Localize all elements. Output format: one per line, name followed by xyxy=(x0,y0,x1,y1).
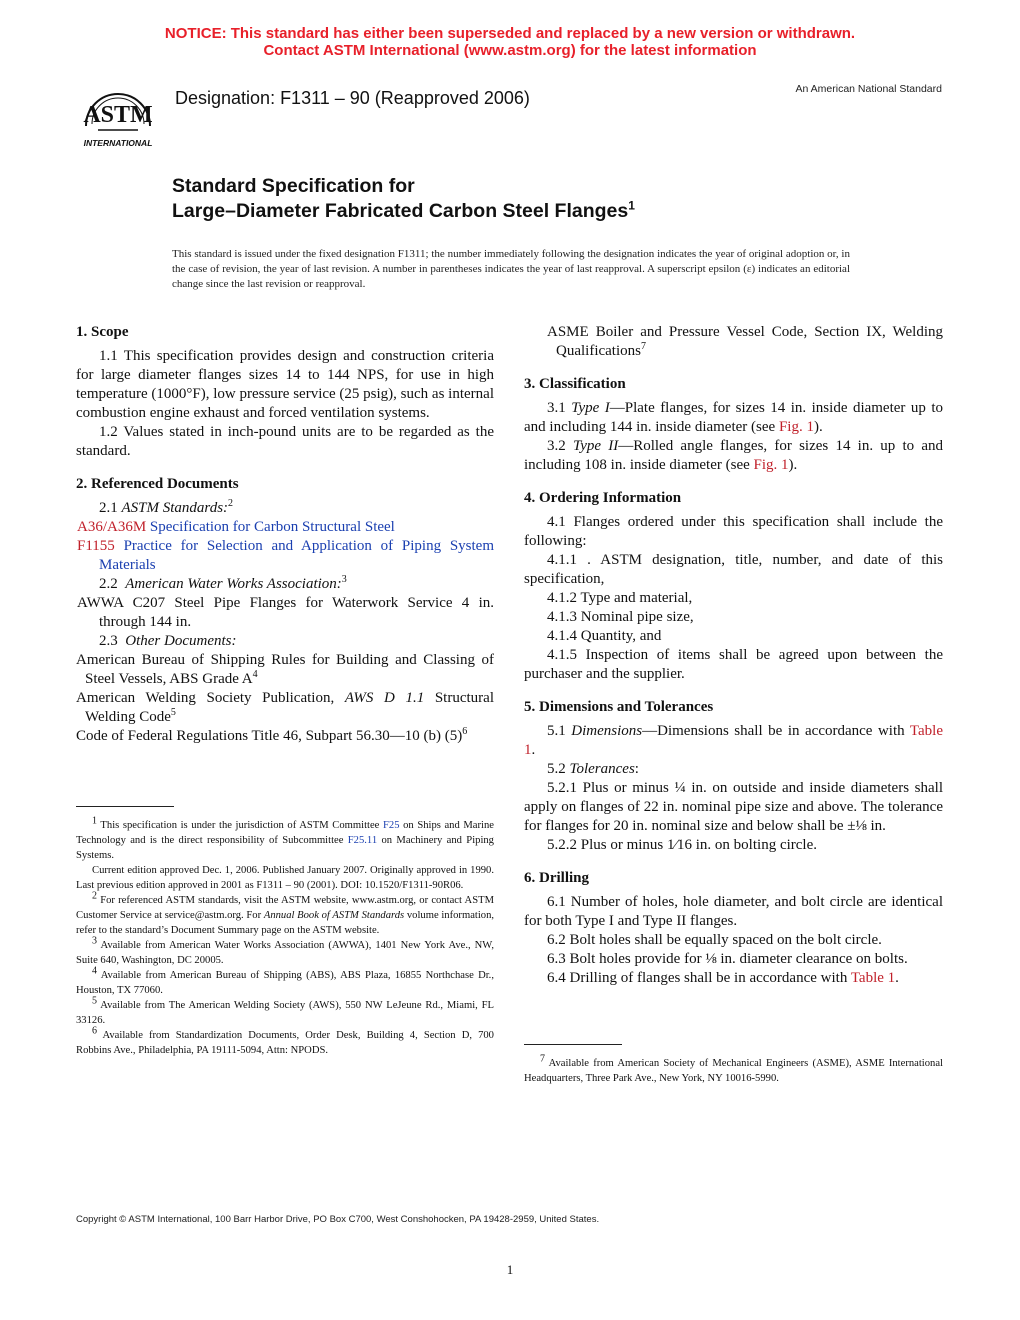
footnote-1-edition: Current edition approved Dec. 1, 2006. Published January 2007. Originally approved in 1990. Last previous edition approved in 2001 as F1311 – 90 (2001). DOI: 10.1520/F1311-90R06. xyxy=(76,865,494,891)
para-number: 3.2 xyxy=(547,438,566,454)
footnotes-left xyxy=(76,815,495,1058)
para-italic: Dimensions xyxy=(571,723,643,739)
logo-text: ASTM xyxy=(83,102,153,128)
para-4-1-3: 4.1.3 Nominal pipe size, xyxy=(547,609,694,625)
fn-text: on Machinery and Piping Systems. xyxy=(76,835,494,861)
para-2-3 xyxy=(76,632,494,651)
section-heading-scope: 1. Scope xyxy=(76,324,129,340)
fn-text: on Ships and Marine Technology and is the direct responsibility of Subcommittee xyxy=(76,820,494,846)
footnote-5: $^5$ Available from The American Welding Society (AWS), 550 NW LeJeune Rd., Miami, FL 33126. xyxy=(76,995,494,1026)
a36-title-link[interactable]: Specification for Carbon Structural Steel xyxy=(149,519,395,535)
section-heading-ordering-information: 4. Ordering Information xyxy=(524,490,682,506)
american-national-standard-label: An American National Standard xyxy=(795,83,942,95)
fn-italic: Annual Book of ASTM Standards xyxy=(263,910,405,921)
footnote-2: $^2$ For referenced ASTM standards, visit the ASTM website, www.astm.org, or contact ASTM Customer Service at service@astm.org. For Annual Book of ASTM Standards volume information, refer to the standard’s Document Summary page on the ASTM website. xyxy=(76,890,495,936)
fn-text: volume information, refer to the standard’s Document Summary page on the ASTM website. xyxy=(76,910,495,936)
para-text: —Rolled angle flanges, for sizes 14 in. up to and including 108 in. inside diameter (see xyxy=(524,438,944,473)
logo-subtext: INTERNATIONAL xyxy=(83,138,153,148)
para-text: —Dimensions shall be in accordance with xyxy=(642,723,905,739)
para-italic: ASTM Standards: xyxy=(121,500,229,516)
ref-f1155 xyxy=(76,537,494,575)
para-4-1-2: 4.1.2 Type and material, xyxy=(547,590,693,606)
section-heading-dimensions: 5. Dimensions and Tolerances xyxy=(524,699,714,715)
para-number: 2.1 xyxy=(99,500,118,516)
title-line-1: Standard Specification for xyxy=(172,175,415,197)
f1155-link[interactable]: F1155 xyxy=(77,538,115,554)
fn-text: Available from American Society of Mechanical Engineers (ASME), ASME International Headquarters, Three Park Ave., New York, NY 10016-5990. xyxy=(524,1058,943,1084)
section-heading-referenced-documents: 2. Referenced Documents xyxy=(76,476,239,492)
footnote-1: $^1$ This specification is under the jurisdiction of ASTM Committee F25 on Ships and Marine Technology and is the direct responsibility of Subcommittee F25.11 on Machinery and Piping Systems. xyxy=(76,815,494,861)
ref-abs xyxy=(76,651,494,689)
para-2-2 xyxy=(76,575,494,594)
para-number: 5.1 xyxy=(547,723,566,739)
left-column xyxy=(76,323,494,746)
ref-italic: AWS D 1.1 xyxy=(344,690,425,706)
page-number: 1 xyxy=(506,1262,514,1277)
fn-text: Available from The American Welding Society (AWS), 550 NW LeJeune Rd., Miami, FL 33126. xyxy=(76,1000,494,1026)
fig-1-link[interactable]: Fig. 1 xyxy=(753,457,789,473)
footnote-ref[interactable]: 4 xyxy=(252,669,258,680)
ref-a36 xyxy=(76,518,494,537)
notice-line-1: NOTICE: This standard has either been superseded and replaced by a new version or withdrawn. xyxy=(164,25,856,42)
footnote-ref[interactable]: 2 xyxy=(228,498,234,509)
ref-text: Structural Welding Code xyxy=(85,690,494,725)
para-4-1-5: 4.1.5 Inspection of items shall be agreed upon between the purchaser and the supplier. xyxy=(524,647,943,682)
footnote-6: $^6$ Available from Standardization Documents, Order Desk, Building 4, Section D, 700 Robbins Ave., Philadelphia, PA 19111-5094, Attn: NPODS. xyxy=(76,1025,494,1056)
para-1-1: 1.1 This specification provides design and construction criteria for large diameter flanges sizes 14 to 144 NPS, for use in high temperature (1000°F), low pressure service (25 psig), such as internal combustion engine exhaust and forced ventilation systems. xyxy=(76,348,494,421)
designation: Designation: F1311 – 90 (Reapproved 2006) xyxy=(175,88,530,108)
para-number: 2.3 xyxy=(99,633,118,649)
title-line-2 xyxy=(172,200,635,223)
title-footnote-ref[interactable]: 1 xyxy=(628,198,635,213)
section-heading-classification: 3. Classification xyxy=(524,376,626,392)
intro-paragraph: This standard is issued under the fixed designation F1311; the number immediately following the designation indicates the year of original adoption or, in the case of revision, the year of last revision. A number in parentheses indicates the year of last reapproval. A superscript epsilon (ε) indicates an editorial change since the last revision or reapproval. xyxy=(172,248,850,290)
footnote-ref[interactable]: 3 xyxy=(341,574,347,585)
footnote-7: $^7$ Available from American Society of Mechanical Engineers (ASME), ASME International Headquarters, Three Park Ave., New York, NY 10016-5990. xyxy=(524,1053,943,1084)
table-1-link[interactable]: Table 1 xyxy=(850,970,896,986)
para-1-2: 1.2 Values stated in inch-pound units are to be regarded as the standard. xyxy=(76,424,494,459)
para-italic: Type II xyxy=(572,438,619,454)
notice-line-2: Contact ASTM International (www.astm.org) for the latest information xyxy=(263,42,757,59)
fn-text: Available from American Bureau of Shipping (ABS), ABS Plaza, 16855 Northchase Dr., Houston, TX 77060. xyxy=(76,970,494,996)
para-italic: Tolerances xyxy=(569,761,635,777)
para-4-1-1: 4.1.1 . ASTM designation, title, number, and date of this specification, xyxy=(524,552,943,587)
ref-aws xyxy=(76,689,494,727)
para-5-2: 5.2 Tolerances: xyxy=(547,761,639,777)
ref-cfr xyxy=(76,727,494,746)
footnotes-right xyxy=(524,1053,943,1086)
footnote-rule-left xyxy=(76,806,174,807)
para-number: 3.1 xyxy=(547,400,566,416)
para-5-2-2: 5.2.2 Plus or minus 1⁄16 in. on bolting circle. xyxy=(547,837,817,853)
astm-logo xyxy=(76,76,160,150)
para-4-1-4: 4.1.4 Quantity, and xyxy=(547,628,662,644)
footnote-ref[interactable]: 7 xyxy=(640,341,646,352)
ref-awwa: AWWA C207 Steel Pipe Flanges for Waterwork Service 4 in. through 144 in. xyxy=(77,595,494,630)
para-3-2: 3.2 Type II—Rolled angle flanges, for sizes 14 in. up to and including 108 in. inside diameter (see Fig. 1). xyxy=(524,438,944,473)
title-text: Large–Diameter Fabricated Carbon Steel Flanges xyxy=(172,200,629,222)
ref-text: American Welding Society Publication, xyxy=(76,690,335,706)
para-number: 5.2 xyxy=(547,761,566,777)
para-3-1: 3.1 Type I—Plate flanges, for sizes 14 in. inside diameter up to and including 144 in. inside diameter (see Fig. 1). xyxy=(524,400,944,435)
para-italic: Other Documents: xyxy=(125,633,237,649)
para-text: —Plate flanges, for sizes 14 in. inside diameter up to and including 144 in. inside diameter (see xyxy=(524,400,944,435)
right-column xyxy=(524,323,943,988)
fig-1-link[interactable]: Fig. 1 xyxy=(778,419,814,435)
para-6-4: 6.4 Drilling of flanges shall be in accordance with Table 1. xyxy=(547,970,899,986)
ref-text: American Bureau of Shipping Rules for Building and Classing of Steel Vessels, ABS Grade A xyxy=(76,652,494,687)
para-6-1: 6.1 Number of holes, hole diameter, and bolt circle are identical for both Type I and Type II flanges. xyxy=(524,894,943,929)
copyright-notice: Copyright © ASTM International, 100 Barr Harbor Drive, PO Box C700, West Conshohocken, PA 19428-2959, United States. xyxy=(76,1214,600,1225)
footnote-3: $^3$ Available from American Water Works Association (AWWA), 1401 New York Ave., NW, Suite 640, Washington, DC 20005. xyxy=(76,935,494,966)
f25-link[interactable]: F25 xyxy=(383,820,400,831)
fn-text: This specification is under the jurisdiction of ASTM Committee xyxy=(100,820,380,831)
para-6-2: 6.2 Bolt holes shall be equally spaced on the bolt circle. xyxy=(547,932,882,948)
para-5-2-1: 5.2.1 Plus or minus ¼ in. on outside and inside diameters shall apply on flanges of 22 in. nominal pipe size and above. The tolerance for flanges for 20 in. nominal size and below shall be ±⅛ in. xyxy=(524,780,943,834)
para-italic: Type I xyxy=(571,400,610,416)
f25-11-link[interactable]: F25.11 xyxy=(347,835,378,846)
para-4-1: 4.1 Flanges ordered under this specification shall include the following: xyxy=(524,514,943,549)
footnote-rule-right xyxy=(524,1044,622,1045)
section-heading-drilling: 6. Drilling xyxy=(524,870,590,886)
para-5-1: 5.1 Dimensions—Dimensions shall be in accordance with Table 1. xyxy=(524,723,944,758)
f1155-title-link[interactable]: Practice for Selection and Application of Piping System Materials xyxy=(99,538,494,573)
fn-text: Available from American Water Works Association (AWWA), 1401 New York Ave., NW, Suite 640, Washington, DC 20005. xyxy=(76,940,494,966)
ref-asme xyxy=(547,323,943,361)
table-1-link[interactable]: Table 1 xyxy=(524,723,944,758)
footnote-ref[interactable]: 6 xyxy=(462,726,468,737)
ref-text: Code of Federal Regulations Title 46, Subpart 56.30—10 (b) (5) xyxy=(76,728,463,744)
para-text: 6.4 Drilling of flanges shall be in accordance with xyxy=(547,970,848,986)
footnote-ref[interactable]: 5 xyxy=(170,707,176,718)
footnote-4: $^4$ Available from American Bureau of Shipping (ABS), ABS Plaza, 16855 Northchase Dr., Houston, TX 77060. xyxy=(76,965,494,996)
para-6-3: 6.3 Bolt holes provide for ⅛ in. diameter clearance on bolts. xyxy=(547,951,908,967)
para-2-1 xyxy=(76,499,494,518)
ref-text: ASME Boiler and Pressure Vessel Code, Section IX, Welding Qualifications xyxy=(547,324,943,359)
fn-text: For referenced ASTM standards, visit the ASTM website, www.astm.org, or contact ASTM Customer Service at service@astm.org. For xyxy=(76,895,494,921)
para-number: 2.2 xyxy=(99,576,118,592)
fn-text: Available from Standardization Documents, Order Desk, Building 4, Section D, 700 Robbins Ave., Philadelphia, PA 19111-5094, Attn: NPODS. xyxy=(76,1030,494,1056)
para-italic: American Water Works Association: xyxy=(125,576,342,592)
a36-link[interactable]: A36/A36M xyxy=(77,519,147,535)
